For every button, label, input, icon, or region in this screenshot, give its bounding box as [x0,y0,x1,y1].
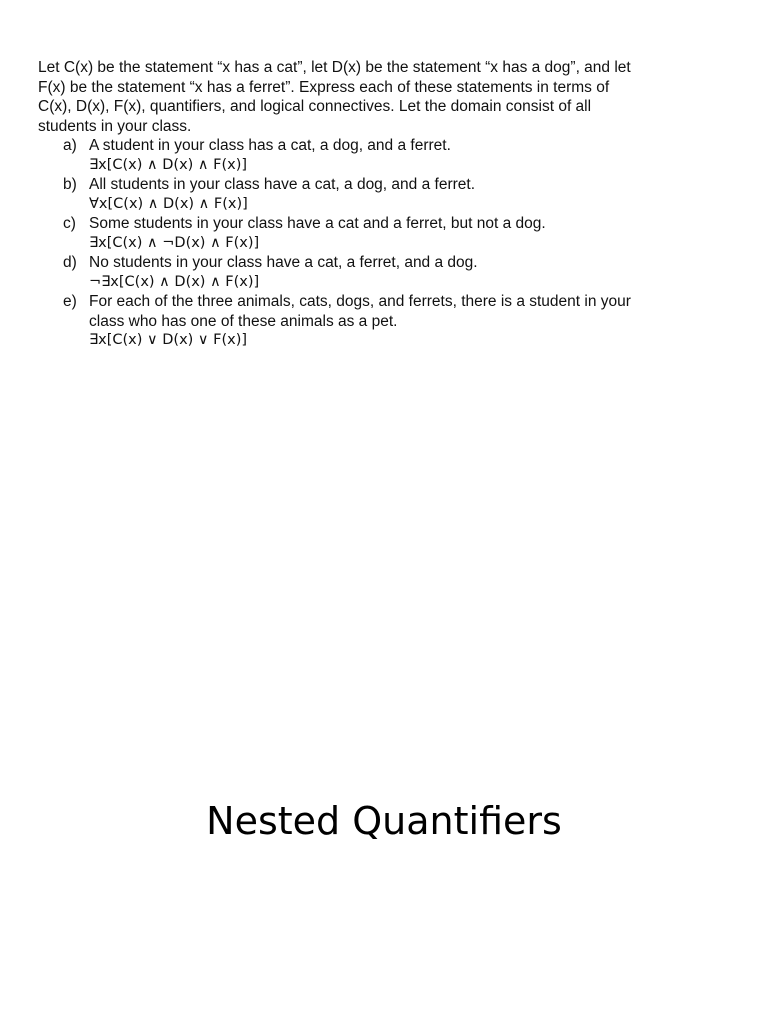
item-letter: c) [63,215,76,232]
intro-line: F(x) be the statement “x has a ferret”. Express each of these statements in terms of [38,78,610,96]
problem-intro [38,58,738,136]
item-formula: ∃x[C(x) ∨ D(x) ∨ F(x)] [89,332,248,348]
exercise-item-d [38,253,738,292]
item-statement: A student in your class has a cat, a dog, and a ferret. [89,137,451,154]
exercise-item-e [38,292,738,351]
item-formula: ¬∃x[C(x) ∧ D(x) ∧ F(x)] [89,273,260,290]
exercise-item-b [38,175,738,214]
intro-line: C(x), D(x), F(x), quantifiers, and logical connectives. Let the domain consist of all [38,98,592,115]
problem-block [38,58,738,351]
item-formula: ∃x[C(x) ∧ ¬D(x) ∧ F(x)] [89,234,260,251]
exercise-item-a [38,136,738,175]
item-statement: For each of the three animals, cats, dogs, and ferrets, there is a student in your [89,293,631,310]
item-letter: d) [63,254,77,271]
item-statement: All students in your class have a cat, a dog, and a ferret. [89,176,475,193]
item-statement: Some students in your class have a cat and a ferret, but not a dog. [89,215,546,232]
exercise-item-c [38,214,738,253]
intro-line: students in your class. [38,117,192,135]
intro-line: Let C(x) be the statement “x has a cat”, let D(x) be the statement “x has a dog”, and let [38,59,631,76]
item-formula: ∀x[C(x) ∧ D(x) ∧ F(x)] [89,195,248,212]
exercise-list [38,136,738,351]
item-statement: class who has one of these animals as a pet. [89,312,398,330]
item-letter: e) [63,293,77,310]
item-formula: ∃x[C(x) ∧ D(x) ∧ F(x)] [89,156,248,173]
item-letter: a) [63,137,77,154]
item-statement: No students in your class have a cat, a ferret, and a dog. [89,254,478,271]
item-letter: b) [63,176,77,193]
slide-title: Nested Quantifiers [206,799,562,843]
